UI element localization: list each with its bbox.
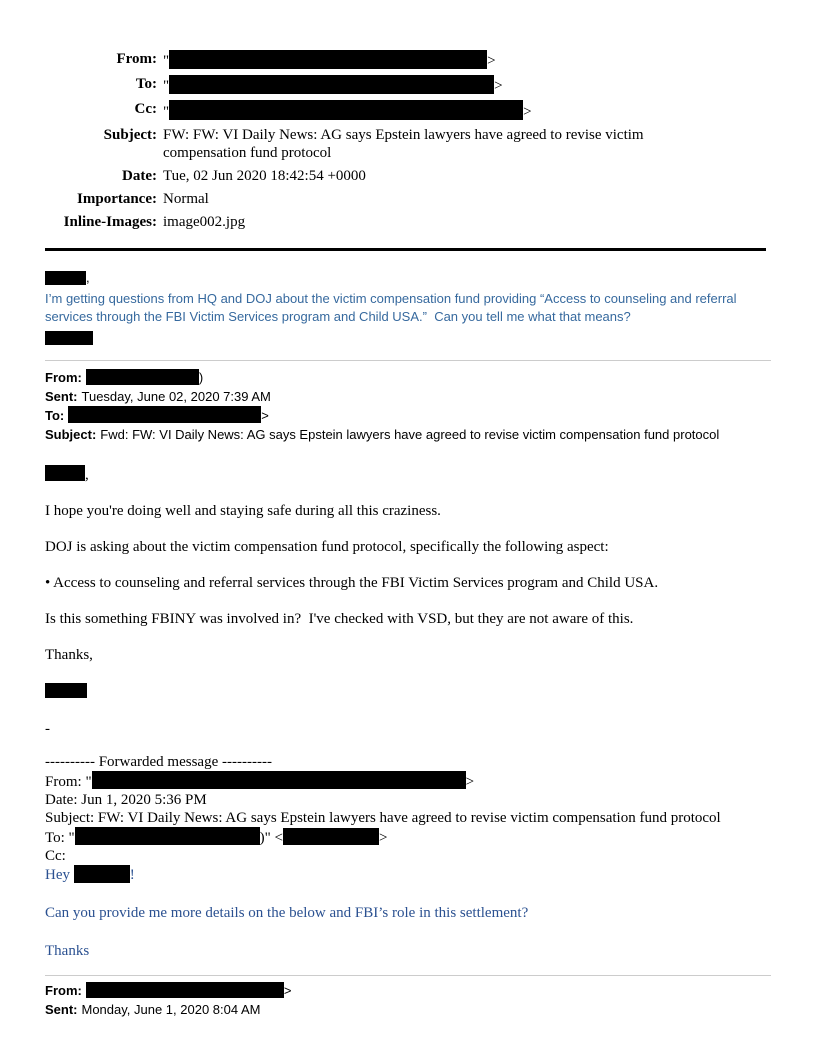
message2-para4: Is this something FBINY was involved in? I've checked with VSD, but they are not aware of this. bbox=[45, 611, 634, 627]
message2-salutation bbox=[45, 465, 771, 485]
message2-subject-line bbox=[45, 426, 771, 445]
cc-value bbox=[163, 100, 683, 121]
forwarded-question: Can you provide me more details on the below and FBI’s role in this settlement? bbox=[45, 905, 529, 921]
message2-sent-line bbox=[45, 388, 771, 407]
subject-label: Subject: bbox=[45, 426, 97, 442]
email-header bbox=[45, 50, 771, 231]
header-row-subject bbox=[45, 126, 771, 162]
header-row-from bbox=[45, 50, 771, 70]
sent-label: Sent: bbox=[45, 388, 78, 404]
header-row-importance bbox=[45, 190, 771, 208]
to-label: To: bbox=[45, 408, 65, 423]
header-row-to bbox=[45, 75, 771, 95]
to-label: To: bbox=[135, 76, 157, 92]
paren-suffix: ) bbox=[198, 370, 204, 385]
message3-header bbox=[45, 982, 771, 1019]
from-label: From: bbox=[45, 983, 82, 998]
message2-para3: • Access to counseling and referral services through the FBI Victim Services program and Child USA. bbox=[45, 575, 659, 591]
from-label: From: bbox=[45, 370, 82, 385]
from-value bbox=[163, 50, 683, 70]
redaction-bar bbox=[68, 406, 261, 423]
redaction-bar bbox=[45, 683, 87, 698]
sent-value: Monday, June 1, 2020 8:04 AM bbox=[81, 1001, 261, 1017]
redaction-bar bbox=[75, 827, 260, 845]
header-divider-rule bbox=[45, 248, 766, 251]
subject-label: Subject: bbox=[45, 810, 95, 826]
message2-para2: DOJ is asking about the victim compensation fund protocol, specifically the following aspect: bbox=[45, 539, 609, 555]
angle-bracket: > bbox=[465, 774, 475, 790]
inline-images-label: Inline-Images: bbox=[63, 214, 157, 230]
redaction-bar bbox=[45, 331, 93, 345]
subject-value: FW: VI Daily News: AG says Epstein lawyers have agreed to revise victim compensation fund protocol bbox=[97, 810, 721, 826]
greeting-text: Hey bbox=[45, 867, 74, 883]
forwarded-subject-line bbox=[45, 809, 771, 827]
date-label: Date: bbox=[45, 792, 78, 808]
redaction-bar bbox=[86, 369, 199, 385]
redaction-bar bbox=[45, 465, 85, 481]
message1-body: I’m getting questions from HQ and DOJ about the victim compensation fund providing “Access to counseling and referral services through the FBI Victim Services program and Child USA.” Can you tell me what that means? bbox=[45, 291, 741, 324]
to-label: To: bbox=[45, 830, 65, 846]
angle-bracket: > bbox=[494, 78, 503, 94]
angle-bracket: > bbox=[261, 408, 269, 423]
redaction-bar bbox=[169, 75, 494, 94]
sent-value: Tuesday, June 02, 2020 7:39 AM bbox=[81, 388, 271, 404]
message2-header bbox=[45, 369, 771, 444]
angle-bracket: > bbox=[523, 104, 532, 120]
subject-value: FW: FW: VI Daily News: AG says Epstein lawyers have agreed to revise victim compensation fund protocol bbox=[163, 127, 644, 161]
message3-sent-line bbox=[45, 1001, 771, 1020]
redaction-bar bbox=[45, 271, 86, 285]
subject-label: Subject: bbox=[103, 127, 157, 143]
message1-salutation bbox=[45, 270, 771, 286]
angle-bracket: > bbox=[487, 53, 496, 69]
angle-bracket: > bbox=[379, 830, 388, 846]
forwarded-greeting-line bbox=[45, 865, 771, 884]
date-value: Tue, 02 Jun 2020 18:42:54 +0000 bbox=[163, 168, 366, 184]
sent-label: Sent: bbox=[45, 1001, 78, 1017]
quote-angle-mid: )" < bbox=[259, 830, 283, 846]
from-label: From: bbox=[116, 51, 157, 67]
forwarded-closing: Thanks bbox=[45, 943, 90, 959]
forwarded-divider: ---------- Forwarded message ---------- bbox=[45, 754, 272, 770]
forwarded-from-line bbox=[45, 771, 771, 791]
date-label: Date: bbox=[122, 168, 157, 184]
redaction-bar bbox=[86, 982, 284, 998]
message2-to-line bbox=[45, 406, 771, 426]
open-quote: " bbox=[163, 53, 170, 69]
salutation-comma: , bbox=[85, 467, 89, 483]
message2-closing: Thanks, bbox=[45, 647, 93, 663]
subject-value: Fwd: FW: VI Daily News: AG says Epstein lawyers have agreed to revise victim compensation fund protocol bbox=[100, 426, 720, 442]
cc-label: Cc: bbox=[134, 101, 157, 117]
section-divider bbox=[45, 975, 771, 976]
signature-dash: - bbox=[45, 721, 50, 737]
salutation-comma: , bbox=[86, 270, 90, 285]
redaction-bar bbox=[169, 50, 487, 69]
to-value bbox=[163, 75, 683, 95]
open-quote: " bbox=[163, 104, 170, 120]
importance-label: Importance: bbox=[77, 191, 157, 207]
message2-from-line bbox=[45, 369, 771, 388]
section-divider bbox=[45, 360, 771, 361]
inline-images-value: image002.jpg bbox=[163, 214, 246, 230]
redaction-bar bbox=[169, 100, 523, 120]
redaction-bar bbox=[92, 771, 466, 789]
open-quote: " bbox=[68, 830, 75, 846]
open-quote: " bbox=[85, 774, 92, 790]
header-row-inline-images bbox=[45, 213, 771, 231]
forwarded-message-header bbox=[45, 753, 771, 884]
header-row-date bbox=[45, 167, 771, 185]
message2-signature bbox=[45, 681, 771, 700]
from-label: From: bbox=[45, 774, 82, 790]
forwarded-date-line bbox=[45, 791, 771, 809]
redaction-bar bbox=[74, 865, 130, 883]
importance-value: Normal bbox=[163, 191, 209, 207]
forwarded-cc-line: Cc: bbox=[45, 848, 66, 864]
open-quote: " bbox=[163, 78, 170, 94]
forwarded-to-line bbox=[45, 827, 771, 847]
redaction-bar bbox=[283, 828, 379, 845]
date-value: Jun 1, 2020 5:36 PM bbox=[81, 792, 207, 808]
header-row-cc bbox=[45, 100, 771, 121]
greeting-exclamation: ! bbox=[129, 867, 135, 883]
message2-body bbox=[45, 465, 771, 739]
angle-bracket: > bbox=[283, 983, 292, 998]
message2-para1: I hope you're doing well and staying safe during all this craziness. bbox=[45, 503, 441, 519]
message1-signature bbox=[45, 329, 771, 345]
message3-from-line bbox=[45, 982, 771, 1001]
